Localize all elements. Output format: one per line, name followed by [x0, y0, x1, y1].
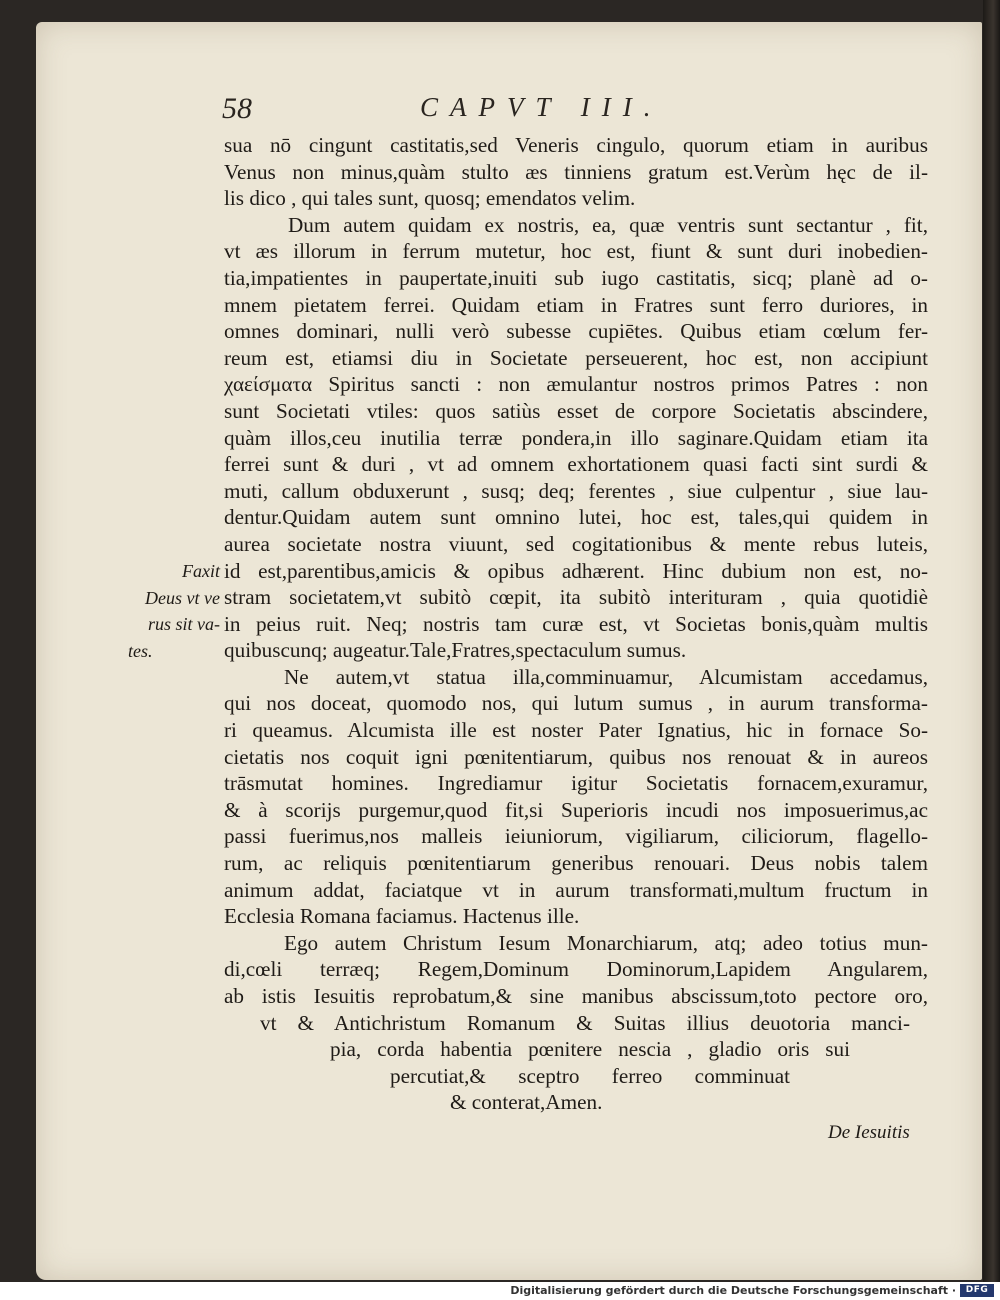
- text-line: Venus non minus,quàm stulto æs tinniens gratum est.Verùm hęc de il-: [224, 159, 928, 184]
- text-line: passi fuerimus,nos malleis ieiuniorum, vigiliarum, ciliciorum, flagello-: [224, 824, 928, 849]
- text-line: Dum autem quidam ex nostris, ea, quæ ventris sunt sectantur , fit,: [288, 212, 928, 237]
- text-line: stram societatem,vt subitò cœpit, ita subitò interituram , quia quotidiè: [224, 585, 928, 610]
- text-line: sunt Societati vtiles: quos satiùs esset de corpore Societatis abscindere,: [224, 398, 928, 423]
- dfg-logo: DFG: [960, 1284, 994, 1297]
- text-line: omnes dominari, nulli verò subesse cupiētes. Quibus etiam cœlum fer-: [224, 319, 928, 344]
- catchword: De Iesuitis: [828, 1122, 910, 1143]
- text-line: tia,impatientes in paupertate,inuiti sub iugo castitatis, sicq; planè ad o-: [224, 265, 928, 290]
- text-line: mnem pietatem ferrei. Quidam etiam in Fratres sunt ferro duriores, in: [224, 292, 928, 317]
- text-line: dentur.Quidam autem sunt omnino lutei, hoc est, tales,qui quidem in: [224, 505, 928, 530]
- text-line: ferrei sunt & duri , vt ad omnem exhortationem quasi facti sint surdi &: [224, 452, 928, 477]
- margin-note-line: Faxit: [182, 561, 220, 581]
- text-line: rum, ac reliquis pœnitentiarum generibus renouari. Deus nobis talem: [224, 851, 928, 876]
- text-line: Ne autem,vt statua illa,comminuamur, Alcumistam accedamus,: [284, 664, 928, 689]
- text-line: aurea societate nostra viuunt, sed cogitationibus & mente rebus luteis,: [224, 531, 928, 556]
- text-line: muti, callum obduxerunt , susq; deq; ferentes , siue culpentur , siue lau-: [224, 478, 928, 503]
- text-line: di,cœli terræq; Regem,Dominum Dominorum,Lapidem Angularem,: [224, 957, 928, 982]
- text-line: trāsmutat homines. Ingrediamur igitur Societatis fornacem,exuramur,: [224, 771, 928, 796]
- text-line: vt æs illorum in ferrum mutetur, hoc est, fiunt & sunt duri inobedien-: [224, 239, 928, 264]
- text-line: reum est, etiamsi diu in Societate perseuerent, hoc est, non accipiunt: [224, 345, 928, 370]
- text-line: χαείσματα Spiritus sancti : non æmulantur nostros primos Patres : non: [224, 372, 928, 397]
- text-line: vt & Antichristum Romanum & Suitas illius deuotoria manci-: [260, 1010, 910, 1035]
- margin-note-line: rus sit va-: [148, 614, 220, 635]
- margin-note: [128, 558, 220, 664]
- text-line: ri queamus. Alcumista ille est noster Pater Ignatius, hic in fornace So-: [224, 718, 928, 743]
- text-line: sua nō cingunt castitatis,sed Veneris cingulo, quorum etiam in auribus: [224, 133, 928, 157]
- text-line: pia, corda habentia pœnitere nescia , gladio oris sui: [330, 1037, 850, 1062]
- text-line: cietatis nos coquit igni pœnitentiarum, quibus nos renouat & in aureos: [224, 744, 928, 769]
- text-line: ab istis Iesuitis reprobatum,& sine manibus abscissum,toto pectore oro,: [224, 984, 928, 1008]
- text-line: Ecclesia Romana faciamus. Hactenus ille.: [224, 904, 580, 929]
- text-line: lis dico , qui tales sunt, quosq; emendatos velim.: [224, 186, 636, 211]
- book-spine-edge: [983, 0, 1000, 1282]
- text-line: quàm illos,ceu inutilia terræ pondera,in illo saginare.Quidam etiam ita: [224, 425, 928, 450]
- text-line: & à scorijs purgemur,quod fit,si Superioris incudi nos imposuerimus,ac: [224, 797, 928, 822]
- text-line: qui nos doceat, quomodo nos, qui lutum sumus , in aurum transforma-: [224, 691, 928, 716]
- page-number: 58: [222, 92, 252, 125]
- text-line: quibuscunq; augeatur.Tale,Fratres,spectaculum sumus.: [224, 638, 687, 663]
- text-line: & conterat,Amen.: [450, 1090, 603, 1115]
- text-line: animum addat, faciatque vt in aurum transformati,multum fructum in: [224, 877, 928, 902]
- footer-credit: Digitalisierung gefördert durch die Deutsche Forschungsgemeinschaft ·: [510, 1284, 956, 1297]
- margin-note-line: Deus vt ve: [145, 587, 220, 608]
- text-line: in peius ruit. Neq; nostris tam curæ est, vt Societas bonis,quàm multis: [224, 611, 928, 636]
- margin-note-line: tes.: [128, 640, 153, 661]
- text-line: percutiat,& sceptro ferreo comminuat: [390, 1063, 790, 1088]
- body-text: [224, 132, 928, 1116]
- running-head: CAPVT III.: [420, 92, 663, 122]
- text-line: id est,parentibus,amicis & opibus adhærent. Hinc dubium non est, no-: [224, 558, 928, 583]
- text-line: Ego autem Christum Iesum Monarchiarum, atq; adeo totius mun-: [284, 930, 928, 955]
